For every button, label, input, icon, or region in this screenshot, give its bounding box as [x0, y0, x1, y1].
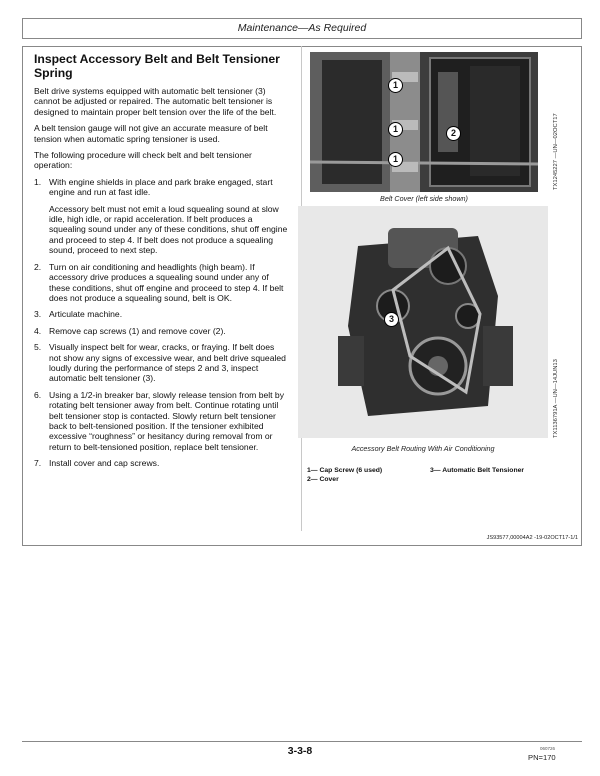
legend-item-cap-screw: 1— Cap Screw (6 used)	[307, 467, 383, 474]
section-title: Inspect Accessory Belt and Belt Tensioner Spring	[34, 52, 280, 80]
step-7	[34, 458, 288, 468]
accessory-belt-photo	[298, 206, 548, 438]
step-text: Remove cap screws (1) and remove cover (2).	[49, 325, 226, 336]
step-text: Articulate machine.	[49, 309, 123, 320]
accessory-belt-figure-id: TX1136791A —UN—14JUN13	[553, 359, 559, 438]
step-text: With engine shields in place and park brake engaged, start engine and run at fast idle.	[49, 176, 273, 198]
belt-cover-caption: Belt Cover (left side shown)	[380, 194, 468, 203]
callout-belt-tensioner: 3	[384, 312, 399, 327]
callout-cap-screw: 1	[388, 152, 403, 167]
step-number: 7.	[34, 458, 42, 469]
belt-cover-photo	[310, 52, 538, 192]
step-number: 3.	[34, 309, 42, 320]
step-number: 2.	[34, 261, 42, 272]
step-text: Install cover and cap screws.	[49, 458, 160, 469]
accessory-belt-caption: Accessory Belt Routing With Air Conditioning	[351, 444, 495, 453]
step-3	[34, 309, 288, 319]
step-4	[34, 326, 288, 336]
step-number: 6.	[34, 389, 42, 400]
step-text: Visually inspect belt for wear, cracks, or fraying. If belt does not show any signs of excessive wear, and belt drive squealed loudly during the performance of steps 2 and 3, inspect automatic belt tensioner (3).	[49, 342, 286, 384]
reference-code: JS93577,00004A2 -19-02OCT17-1/1	[486, 535, 578, 541]
procedure-intro: The following procedure will check belt and belt tensioner operation:	[34, 150, 252, 171]
step-text: Using a 1/2-in breaker bar, slowly release tension from belt by rotating belt tensioner away from belt. Continue rotating until belt tensioner stop is contacted. Slowly return belt tensioner back to belt-tensioned position. If the tensioner exhibited excessive “roughness” or hesitancy during removal from or return to belt-tensioned position, replace belt tensioner.	[49, 389, 285, 452]
step-number: 1.	[34, 176, 42, 187]
step-number: 5.	[34, 342, 42, 353]
step-6	[34, 390, 288, 452]
belt-cover-figure-id: TX1245227 —UN—02OCT17	[553, 113, 559, 190]
legend-item-cover: 2— Cover	[307, 476, 339, 483]
callout-cap-screw: 1	[388, 122, 403, 137]
header-rule-bottom	[22, 38, 582, 39]
footer-rule	[22, 741, 582, 742]
step-text: Turn on air conditioning and headlights (high beam). If accessory drive produces a squealing sound under any of these conditions, shut off engine and proceed to step 4. If belt does not produce a squealing sound, belt is OK.	[49, 261, 284, 303]
footer-small-code: 060726	[540, 746, 556, 751]
pn-number: PN=170	[528, 753, 556, 762]
engine-illustration	[298, 206, 548, 438]
step-1-detail: Accessory belt must not emit a loud squealing sound at slow idle, high idle, or rapid acceleration. If belt produces a squealing sound under any of these conditions, shut off engine and proceed to step 4. If belt does not produce a squealing sound, proceed to next step.	[49, 203, 288, 256]
step-1	[34, 177, 288, 198]
gauge-note: A belt tension gauge will not give an accurate measure of belt tension when automatic spring tensioner is used.	[34, 123, 268, 144]
callout-cover: 2	[446, 126, 461, 141]
step-number: 4.	[34, 325, 42, 336]
step-5	[34, 342, 288, 384]
intro-paragraph: Belt drive systems equipped with automatic belt tensioner (3) cannot be adjusted or repaired. The automatic belt tensioner is designed to maintain proper belt tension over the life of the belt.	[34, 86, 277, 117]
belt-cover-illustration	[310, 52, 538, 192]
callout-cap-screw: 1	[388, 78, 403, 93]
header-title: Maintenance—As Required	[237, 22, 367, 34]
procedure-column	[34, 52, 288, 475]
step-2	[34, 262, 288, 304]
page-number: 3-3-8	[287, 745, 313, 757]
legend-item-belt-tensioner: 3— Automatic Belt Tensioner	[430, 467, 525, 474]
